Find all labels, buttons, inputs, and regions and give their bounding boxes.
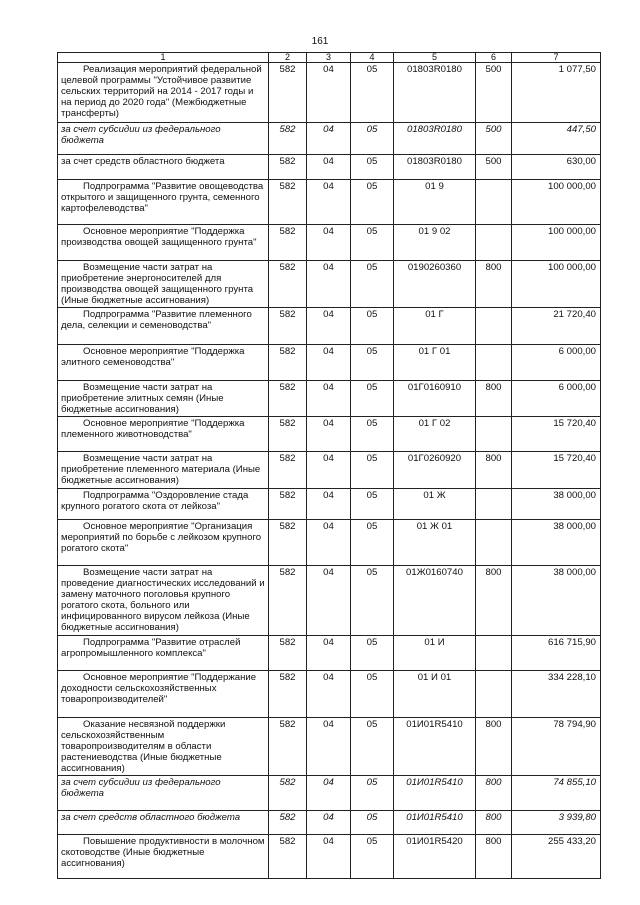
table-row [58,308,601,345]
table-row [58,811,601,835]
row-c3: 04 [307,520,351,566]
row-amount: 100 000,00 [512,261,601,308]
row-c5: 01 Ж 01 [394,520,476,566]
row-c3: 04 [307,63,351,123]
row-amount: 21 720,40 [512,308,601,345]
row-c5: 01 Ж [394,489,476,520]
row-c5: 01И01R5410 [394,776,476,811]
row-c2: 582 [269,520,307,566]
row-c5: 01И01R5420 [394,835,476,879]
row-c6: 800 [476,835,512,879]
budget-table [57,52,601,879]
table-row [58,345,601,381]
row-c2: 582 [269,308,307,345]
row-c2: 582 [269,381,307,417]
row-c5: 01Г0260920 [394,452,476,489]
row-c5: 01 9 02 [394,225,476,261]
row-c3: 04 [307,811,351,835]
row-c5: 01Ж0160740 [394,566,476,636]
row-c6: 800 [476,452,512,489]
row-amount: 15 720,40 [512,452,601,489]
row-amount: 100 000,00 [512,180,601,225]
row-c2: 582 [269,123,307,155]
row-amount: 3 939,80 [512,811,601,835]
row-c2: 582 [269,636,307,671]
table-row [58,520,601,566]
row-c5: 01 И [394,636,476,671]
row-c4: 05 [351,261,394,308]
row-c4: 05 [351,225,394,261]
row-c6: 800 [476,261,512,308]
row-c4: 05 [351,180,394,225]
row-name: за счет средств областного бюджета [58,155,269,180]
table-row [58,381,601,417]
row-c5: 01 Г 02 [394,417,476,452]
row-name: Подпрограмма "Развитие овощеводства открытого и защищенного грунта, семенного картофелеводства" [58,180,269,225]
row-amount: 74 855,10 [512,776,601,811]
row-c6 [476,520,512,566]
row-name: Основное мероприятие "Поддержка племенного животноводства" [58,417,269,452]
row-c4: 05 [351,417,394,452]
row-c3: 04 [307,180,351,225]
row-name: Подпрограмма "Развитие отраслей агропромышленного комплекса" [58,636,269,671]
row-c4: 05 [351,566,394,636]
row-name: за счет субсидии из федерального бюджета [58,776,269,811]
row-c6: 800 [476,718,512,776]
row-name: Возмещение части затрат на приобретение элитных семян (Иные бюджетные ассигнования) [58,381,269,417]
column-header: 2 [269,53,307,63]
row-c5: 0190260360 [394,261,476,308]
row-c4: 05 [351,308,394,345]
column-header: 3 [307,53,351,63]
row-c2: 582 [269,566,307,636]
row-c2: 582 [269,718,307,776]
row-amount: 255 433,20 [512,835,601,879]
row-name: Основное мероприятие "Поддержка производства овощей защищенного грунта" [58,225,269,261]
table-row [58,636,601,671]
column-header: 6 [476,53,512,63]
row-c6 [476,417,512,452]
row-name: Возмещение части затрат на проведение диагностических исследований и замену маточного поголовья крупного рогатого скота, больного или инфицированного вирусом лейкоза (Иные бюджетные ассигнования) [58,566,269,636]
column-header: 4 [351,53,394,63]
table-row [58,718,601,776]
row-name: Повышение продуктивности в молочном скотоводстве (Иные бюджетные ассигнования) [58,835,269,879]
row-c2: 582 [269,225,307,261]
row-amount: 6 000,00 [512,381,601,417]
row-c5: 01803R0180 [394,123,476,155]
table-row [58,452,601,489]
table-header-row [58,53,601,63]
row-c3: 04 [307,417,351,452]
row-c2: 582 [269,671,307,718]
row-name: за счет средств областного бюджета [58,811,269,835]
row-name: Подпрограмма "Развитие племенного дела, селекции и семеноводства" [58,308,269,345]
row-name: Подпрограмма "Оздоровление стада крупного рогатого скота от лейкоза" [58,489,269,520]
row-name: Реализация мероприятий федеральной целевой программы "Устойчивое развитие сельских территорий на 2014 - 2017 годы и на период до 2020 года" (Межбюджетные трансферты) [58,63,269,123]
table-row [58,155,601,180]
row-c3: 04 [307,225,351,261]
row-c3: 04 [307,636,351,671]
row-c3: 04 [307,452,351,489]
column-header: 5 [394,53,476,63]
row-amount: 616 715,90 [512,636,601,671]
row-c3: 04 [307,123,351,155]
row-amount: 38 000,00 [512,489,601,520]
row-c4: 05 [351,520,394,566]
row-c5: 01Г0160910 [394,381,476,417]
row-amount: 78 794,90 [512,718,601,776]
row-c4: 05 [351,123,394,155]
row-c2: 582 [269,452,307,489]
row-c2: 582 [269,835,307,879]
row-amount: 630,00 [512,155,601,180]
row-c3: 04 [307,718,351,776]
row-c4: 05 [351,381,394,417]
row-c2: 582 [269,63,307,123]
row-c6 [476,489,512,520]
row-c4: 05 [351,835,394,879]
row-c5: 01И01R5410 [394,718,476,776]
row-c2: 582 [269,811,307,835]
row-name: Оказание несвязной поддержки сельскохозяйственным товаропроизводителям в области растениеводства (Иные бюджетные ассигнования) [58,718,269,776]
row-amount: 447,50 [512,123,601,155]
row-c5: 01803R0180 [394,155,476,180]
row-c6: 800 [476,566,512,636]
row-amount: 38 000,00 [512,566,601,636]
row-c3: 04 [307,381,351,417]
row-name: Основное мероприятие "Организация мероприятий по борьбе с лейкозом крупного рогатого скота" [58,520,269,566]
row-c3: 04 [307,155,351,180]
row-c3: 04 [307,308,351,345]
table-row [58,180,601,225]
table-row [58,566,601,636]
row-amount: 334 228,10 [512,671,601,718]
row-name: Основное мероприятие "Поддержка элитного семеноводства" [58,345,269,381]
row-amount: 15 720,40 [512,417,601,452]
row-name: Возмещение части затрат на приобретение племенного материала (Иные бюджетные ассигнования) [58,452,269,489]
table-row [58,225,601,261]
page-number: 161 [311,36,329,47]
row-c5: 01803R0180 [394,63,476,123]
column-header: 7 [512,53,601,63]
row-c3: 04 [307,776,351,811]
row-c4: 05 [351,776,394,811]
table-row [58,123,601,155]
row-c5: 01 Г 01 [394,345,476,381]
row-c3: 04 [307,261,351,308]
row-c6 [476,345,512,381]
row-name: Возмещение части затрат на приобретение энергоносителей для производства овощей защищенного грунта (Иные бюджетные ассигнования) [58,261,269,308]
row-name: за счет субсидии из федерального бюджета [58,123,269,155]
row-c4: 05 [351,671,394,718]
row-c6: 500 [476,123,512,155]
table-row [58,261,601,308]
row-c2: 582 [269,261,307,308]
row-amount: 38 000,00 [512,520,601,566]
row-c6 [476,308,512,345]
row-c6 [476,225,512,261]
row-name: Основное мероприятие "Поддержание доходности сельскохозяйственных товаропроизводителей" [58,671,269,718]
row-c4: 05 [351,452,394,489]
table-row [58,776,601,811]
table-row [58,489,601,520]
row-c6 [476,671,512,718]
row-c5: 01И01R5410 [394,811,476,835]
row-c3: 04 [307,345,351,381]
row-amount: 1 077,50 [512,63,601,123]
table-row [58,835,601,879]
row-c2: 582 [269,180,307,225]
row-c4: 05 [351,636,394,671]
row-c6: 800 [476,811,512,835]
row-c4: 05 [351,63,394,123]
row-c2: 582 [269,155,307,180]
row-c3: 04 [307,835,351,879]
row-c6: 800 [476,776,512,811]
row-c2: 582 [269,417,307,452]
row-c6: 500 [476,155,512,180]
row-c3: 04 [307,671,351,718]
row-c6 [476,636,512,671]
row-c4: 05 [351,718,394,776]
row-c4: 05 [351,811,394,835]
row-c4: 05 [351,489,394,520]
column-header: 1 [58,53,269,63]
row-c2: 582 [269,489,307,520]
row-amount: 6 000,00 [512,345,601,381]
row-c6: 800 [476,381,512,417]
row-c3: 04 [307,489,351,520]
row-c5: 01 Г [394,308,476,345]
row-c2: 582 [269,776,307,811]
row-c5: 01 9 [394,180,476,225]
row-amount: 100 000,00 [512,225,601,261]
row-c6: 500 [476,63,512,123]
table-row [58,671,601,718]
table-row [58,417,601,452]
row-c4: 05 [351,345,394,381]
row-c4: 05 [351,155,394,180]
row-c3: 04 [307,566,351,636]
table-row [58,63,601,123]
row-c5: 01 И 01 [394,671,476,718]
row-c6 [476,180,512,225]
row-c2: 582 [269,345,307,381]
